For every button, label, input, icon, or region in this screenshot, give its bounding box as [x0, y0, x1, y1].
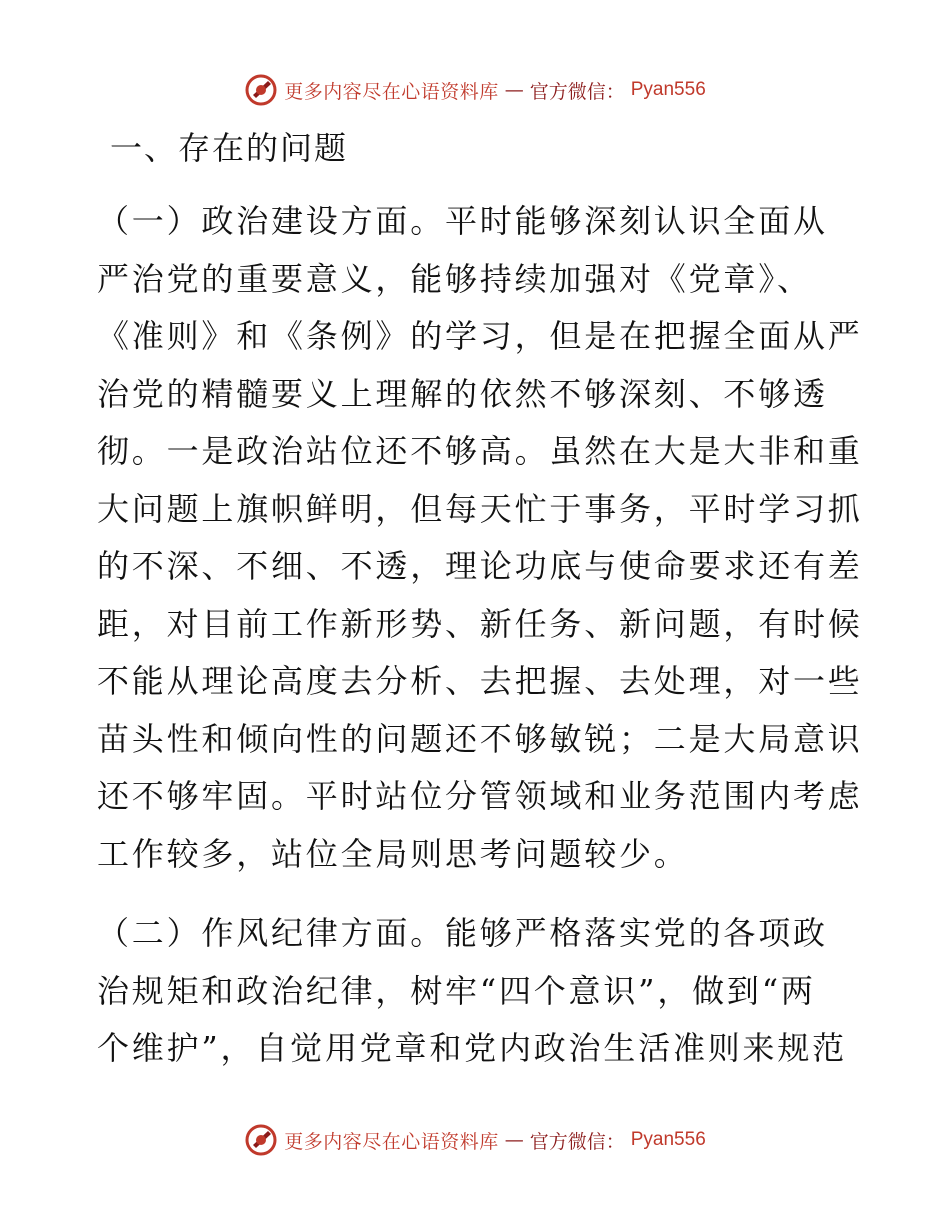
- document-body: [97, 193, 863, 1078]
- watermark-wechat-id: Pyan556: [630, 1129, 706, 1150]
- text-line: 《准则》和《条例》的学习，但是在把握全面从严: [97, 317, 863, 355]
- watermark-main-text: 更多内容尽在心语资料库: [284, 80, 499, 103]
- watermark-wechat-id: Pyan556: [630, 79, 706, 100]
- watermark-sub-text: 官方微信：: [529, 1130, 625, 1153]
- header-watermark: [0, 70, 950, 110]
- watermark-main-text: 更多内容尽在心语资料库: [284, 1130, 499, 1153]
- text-line: 彻。一是政治站位还不够高。虽然在大是大非和重: [97, 432, 863, 470]
- text-line: 严治党的重要意义，能够持续加强对《党章》、: [97, 259, 812, 298]
- text-line: 治党的精髓要义上理解的依然不够深刻、不够透: [97, 374, 828, 413]
- text-line: 不能从理论高度去分析、去把握、去处理，对一些: [97, 662, 863, 700]
- text-line: 还不够牢固。平时站位分管领域和业务范围内考虑: [97, 777, 863, 815]
- text-line: 个维护”，自觉用党章和党内政治生活准则来规范: [97, 1029, 847, 1067]
- seal-logo-icon: [244, 73, 278, 107]
- paragraph-political-construction: [97, 193, 863, 883]
- watermark-dash: —: [504, 79, 524, 101]
- section-heading: 一、存在的问题: [110, 129, 349, 167]
- text-line: 苗头性和倾向性的问题还不够敏锐；二是大局意识: [97, 719, 863, 758]
- text-line: （二）作风纪律方面。能够严格落实党的各项政: [97, 914, 828, 952]
- text-line: 工作较多，站位全局则思考问题较少。: [97, 834, 689, 873]
- seal-logo-icon: [244, 1123, 278, 1157]
- text-line: 治规矩和政治纪律，树牢“四个意识”，做到“两: [97, 971, 816, 1010]
- text-line: 距，对目前工作新形势、新任务、新问题，有时候: [97, 604, 863, 643]
- footer-watermark: [0, 1120, 950, 1160]
- text-line: 大问题上旗帜鲜明，但每天忙于事务，平时学习抓: [97, 489, 863, 528]
- text-line: （一）政治建设方面。平时能够深刻认识全面从: [97, 202, 828, 240]
- paragraph-work-style-discipline: [97, 905, 849, 1078]
- watermark-dash: —: [504, 1129, 524, 1151]
- text-line: 的不深、不细、不透，理论功底与使命要求还有差: [97, 547, 863, 585]
- watermark-sub-text: 官方微信：: [529, 80, 625, 103]
